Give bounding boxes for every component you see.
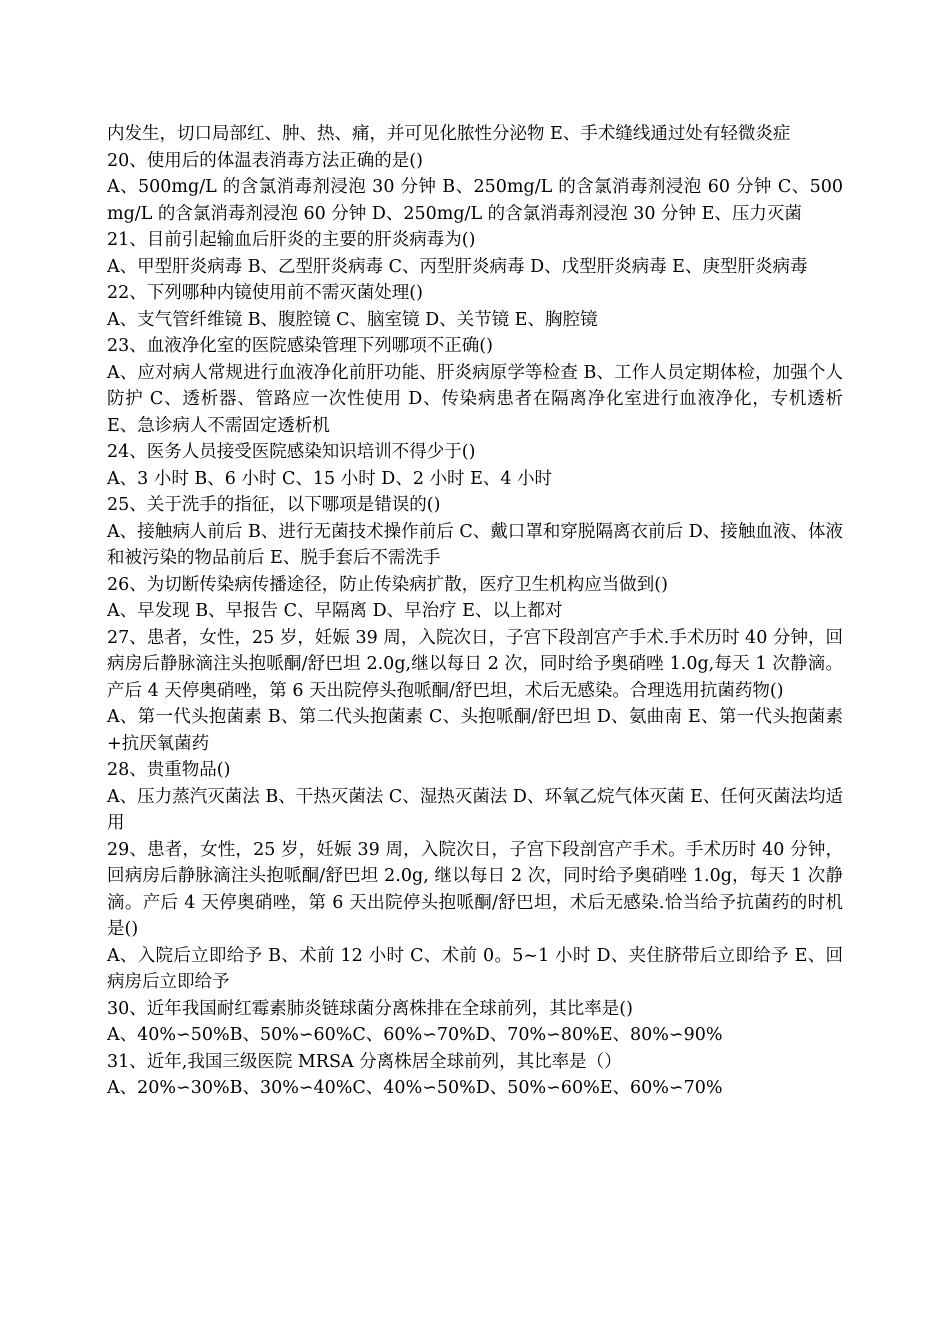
question-27: 27、患者，女性，25 岁，妊娠 39 周，入院次日，子宫下段剖宫产手术.手术历时 40 分钟，回病房后静脉滴注头抱哌酮/舒巴坦 2.0g,继以每日 2 次，同时给予奥硝唑 1.0g,每天 1 次静滴。产后 4 天停奥硝唑，第 6 天出院停头孢哌酮/舒巴坦，术后无感染。合理选用抗菌药物() (107, 627, 843, 701)
options-23: A、应对病人常规进行血液净化前肝功能、肝炎病原学等检查 B、工作人员定期体检，加强个人防护 C、透析器、管路应一次性使用 D、传染病患者在隔离净化室进行血液净化，专机透析 E、急诊病人不需固定透析机 (107, 362, 843, 436)
question-25: 25、关于洗手的指征，以下哪项是错误的() (107, 495, 441, 515)
question-26: 26、为切断传染病传播途径，防止传染病扩散，医疗卫生机构应当做到() (107, 574, 668, 595)
options-22: A、支气管纤维镜 B、腹腔镜 C、脑室镜 D、关节镜 E、胸腔镜 (107, 309, 598, 330)
options-20: A、500mg/L 的含氯消毒剂浸泡 30 分钟 B、250mg/L 的含氯消毒剂浸泡 60 分钟 C、500mg/L 的含氯消毒剂浸泡 60 分钟 D、250mg/L 的含氯消毒剂浸泡 30 分钟 E、压力灭菌 (107, 177, 843, 224)
question-28: 28、贵重物品() (107, 760, 231, 780)
options-21: A、甲型肝炎病毒 B、乙型肝炎病毒 C、丙型肝炎病毒 D、戊型肝炎病毒 E、庚型肝炎病毒 (107, 256, 808, 277)
options-27: A、第一代头抱菌素 B、第二代头抱菌素 C、头抱哌酮/舒巴坦 D、氨曲南 E、第一代头抱菌素+抗厌氧菌药 (107, 707, 843, 754)
question-30: 30、近年我国耐红霉素肺炎链球菌分离株排在全球前列，其比率是() (107, 998, 633, 1019)
document-page (107, 121, 843, 1102)
options-26: A、早发现 B、早报告 C、早隔离 D、早治疗 E、以上都对 (107, 601, 563, 621)
question-29: 29、患者，女性，25 岁，妊娠 39 周，入院次日，子宫下段剖宫产手术。手术历时 40 分钟，回病房后静脉滴注头抱哌酮/舒巴坦 2.0g, 继以每日 2 次，同时给予奥硝唑 1.0g，每天 1 次静滴。产后 4 天停奥硝唑，第 6 天出院停头抱哌酮/舒巴坦，术后无感染.恰当给予抗菌药的时机是() (107, 839, 843, 939)
options-31: A、20%∽30%B、30%∽40%C、40%∽50%D、50%∽60%E、60%∽70% (107, 1078, 723, 1098)
options-29: A、入院后立即给予 B、术前 12 小时 C、术前 0。5~1 小时 D、夹住脐带后立即给予 E、回病房后立即给予 (107, 945, 843, 992)
question-20: 20、使用后的体温表消毒方法正确的是() (107, 150, 423, 171)
question-23: 23、血液净化室的医院感染管理下列哪项不正确() (107, 336, 493, 356)
options-25: A、接触病人前后 B、进行无菌技术操作前后 C、戴口罩和穿脱隔离衣前后 D、接触血液、体液和被污染的物品前后 E、脱手套后不需洗手 (107, 521, 843, 568)
question-22: 22、下列哪种内镜使用前不需灭菌处理() (107, 283, 423, 303)
question-31: 31、近年,我国三级医院 MRSA 分离株居全球前列，其比率是（） (107, 1051, 622, 1072)
paragraph-continuation: 内发生，切口局部红、肿、热、痛，并可见化脓性分泌物 E、手术缝线通过处有轻微炎症 (107, 124, 791, 144)
question-24: 24、医务人员接受医院感染知识培训不得少于() (107, 442, 476, 462)
question-21: 21、目前引起输血后肝炎的主要的肝炎病毒为() (107, 230, 476, 250)
options-30: A、40%∽50%B、50%∽60%C、60%∽70%D、70%∽80%E、80%∽90% (107, 1025, 723, 1045)
options-28: A、压力蒸汽灭菌法 B、干热灭菌法 C、湿热灭菌法 D、环氧乙烷气体灭菌 E、任何灭菌法均适用 (107, 786, 843, 833)
options-24: A、3 小时 B、6 小时 C、15 小时 D、2 小时 E、4 小时 (107, 468, 553, 489)
